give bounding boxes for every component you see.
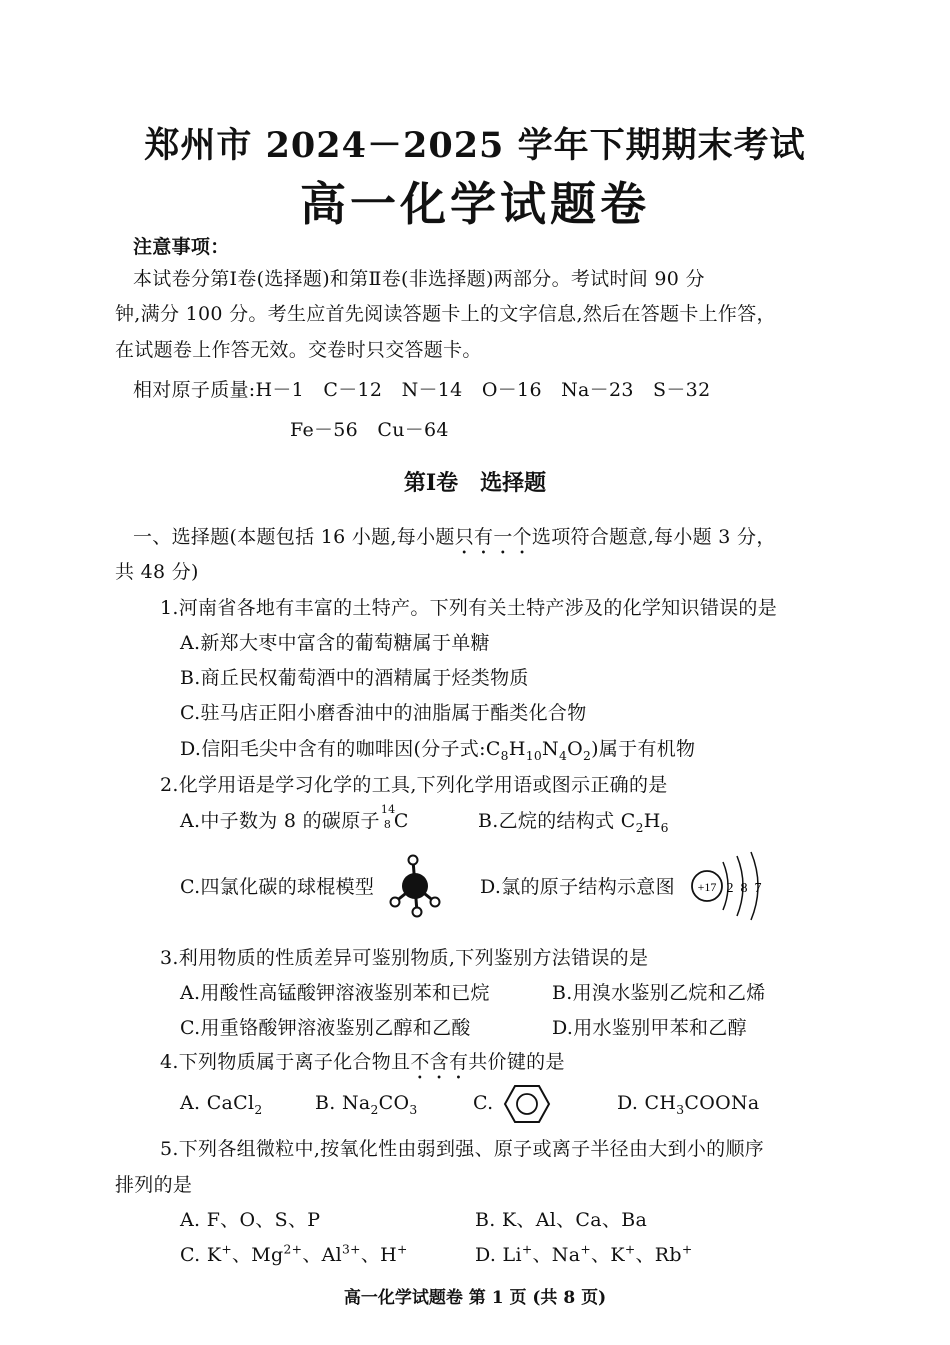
q4-stem-part1: 4.下列物质属于离子化合物且 (160, 1051, 411, 1073)
q3-option-d: D.用水鉴别甲苯和乙醇 (552, 1017, 747, 1039)
q2-stem: 2.化学用语是学习化学的工具,下列化学用语或图示正确的是 (160, 774, 668, 796)
atomic-mass-line-1: 相对原子质量:H－1 C－12 N－14 O－16 Na－23 S－32 (133, 379, 711, 401)
q3-option-c: C.用重铬酸钾溶液鉴别乙醇和乙酸 (180, 1017, 471, 1039)
q1-option-a: A.新郑大枣中富含的葡萄糖属于单糖 (180, 632, 490, 654)
ccl4-molecule-icon (391, 856, 440, 917)
q1-option-d (180, 734, 695, 763)
instruction-line-2: 共 48 分) (115, 561, 199, 583)
q3-stem: 3.利用物质的性质差异可鉴别物质,下列鉴别方法错误的是 (160, 947, 649, 969)
q1-d-prefix: D.信阳毛尖中含有的咖啡因(分子式: (180, 738, 486, 760)
q2-b-text: B.乙烷的结构式 $C_2H_6$ (478, 810, 669, 835)
notice-line-1: 本试卷分第Ⅰ卷(选择题)和第Ⅱ卷(非选择题)两部分。考试时间 90 分 (133, 268, 705, 290)
q1-stem: 1.河南省各地有丰富的土特产。下列有关土特产涉及的化学知识错误的是 (160, 597, 778, 619)
notice-line-2: 钟,满分 100 分。考生应首先阅读答题卡上的文字信息,然后在答题卡上作答， (115, 303, 776, 325)
notice-heading: 注意事项： (133, 236, 230, 258)
q5-option-b: B. K、Al、Ca、Ba (475, 1209, 648, 1231)
page-footer: 高一化学试题卷 第 1 页 (共 8 页) (343, 1288, 607, 1308)
q1-option-c: C.驻马店正阳小磨香油中的油脂属于酯类化合物 (180, 702, 587, 724)
atomic-mass-line-2: Fe－56 Cu－64 (290, 419, 449, 441)
q4-option-b: B. $Na_2CO_3$ (315, 1092, 418, 1117)
q5-option-c: C. K+、$Mg^{2+}$、$Al^{3+}$、H+ (180, 1242, 408, 1266)
ccl4-ball-stick-model (383, 850, 447, 920)
q2-option-b (478, 806, 669, 835)
q4-stem-emphasis: 不含有 (410, 1051, 469, 1073)
q4-option-d: D. $CH_3COONa$ (617, 1092, 760, 1117)
isotope-atomic-number: 8 (383, 818, 392, 831)
isotope-symbol: C (393, 810, 409, 832)
shell1-electrons: 2 (726, 881, 734, 896)
q2-option-a (180, 803, 409, 833)
q2-a-isotope (380, 803, 409, 832)
section1-instruction (133, 522, 776, 559)
q3-option-b: B.用溴水鉴别乙烷和乙烯 (552, 982, 766, 1004)
notice-line-3: 在试题卷上作答无效。交卷时只交答题卡。 (115, 339, 482, 361)
instruction-part2: 选项符合题意,每小题 3 分， (531, 526, 776, 548)
q5-option-a: A. F、O、S、P (180, 1209, 321, 1231)
chlorine-atom-structure-diagram (685, 850, 765, 922)
instruction-emphasis: 只有一个 (454, 526, 532, 548)
q1-d-suffix: )属于有机物 (591, 738, 696, 760)
shell2-electrons: 8 (740, 881, 748, 896)
q2-option-c: C.四氯化碳的球棍模型 (180, 876, 375, 898)
exam-title-line1: 郑州市 2024－2025 学年下期期末考试 (144, 125, 806, 166)
q2-a-text: A.中子数为 8 的碳原子 (180, 810, 380, 832)
q4-stem-part2: 共价键的是 (468, 1051, 565, 1073)
shell3-electrons: 7 (754, 881, 762, 896)
q5-stem-line1: 5.下列各组微粒中,按氧化性由弱到强、原子或离子半径由大到小的顺序 (160, 1138, 765, 1160)
q1-option-b: B.商丘民权葡萄酒中的酒精属于烃类物质 (180, 667, 529, 689)
q2-option-d: D.氯的原子结构示意图 (480, 876, 675, 898)
isotope-mass-number: 14 (380, 803, 396, 816)
q5-stem-line2: 排列的是 (115, 1174, 193, 1196)
q3-option-a: A.用酸性高锰酸钾溶液鉴别苯和已烷 (180, 982, 490, 1004)
q4-option-a: A. CaCl$_2$ (180, 1092, 263, 1117)
nucleus-charge: +17 (697, 880, 717, 894)
q5-option-d: D. Li+、Na+、K+、Rb+ (475, 1242, 693, 1266)
q1-d-formula: $C_8H_{10}N_4O_2$ (485, 738, 592, 763)
section1-title: 第Ⅰ卷 选择题 (403, 470, 547, 496)
instruction-part1: 一、选择题(本题包括 16 小题,每小题 (133, 526, 455, 548)
q4-stem (160, 1047, 565, 1084)
q4-option-c: C. (473, 1092, 494, 1114)
benzene-ring-icon (503, 1083, 551, 1125)
exam-title-line2: 高一化学试题卷 (300, 177, 650, 231)
